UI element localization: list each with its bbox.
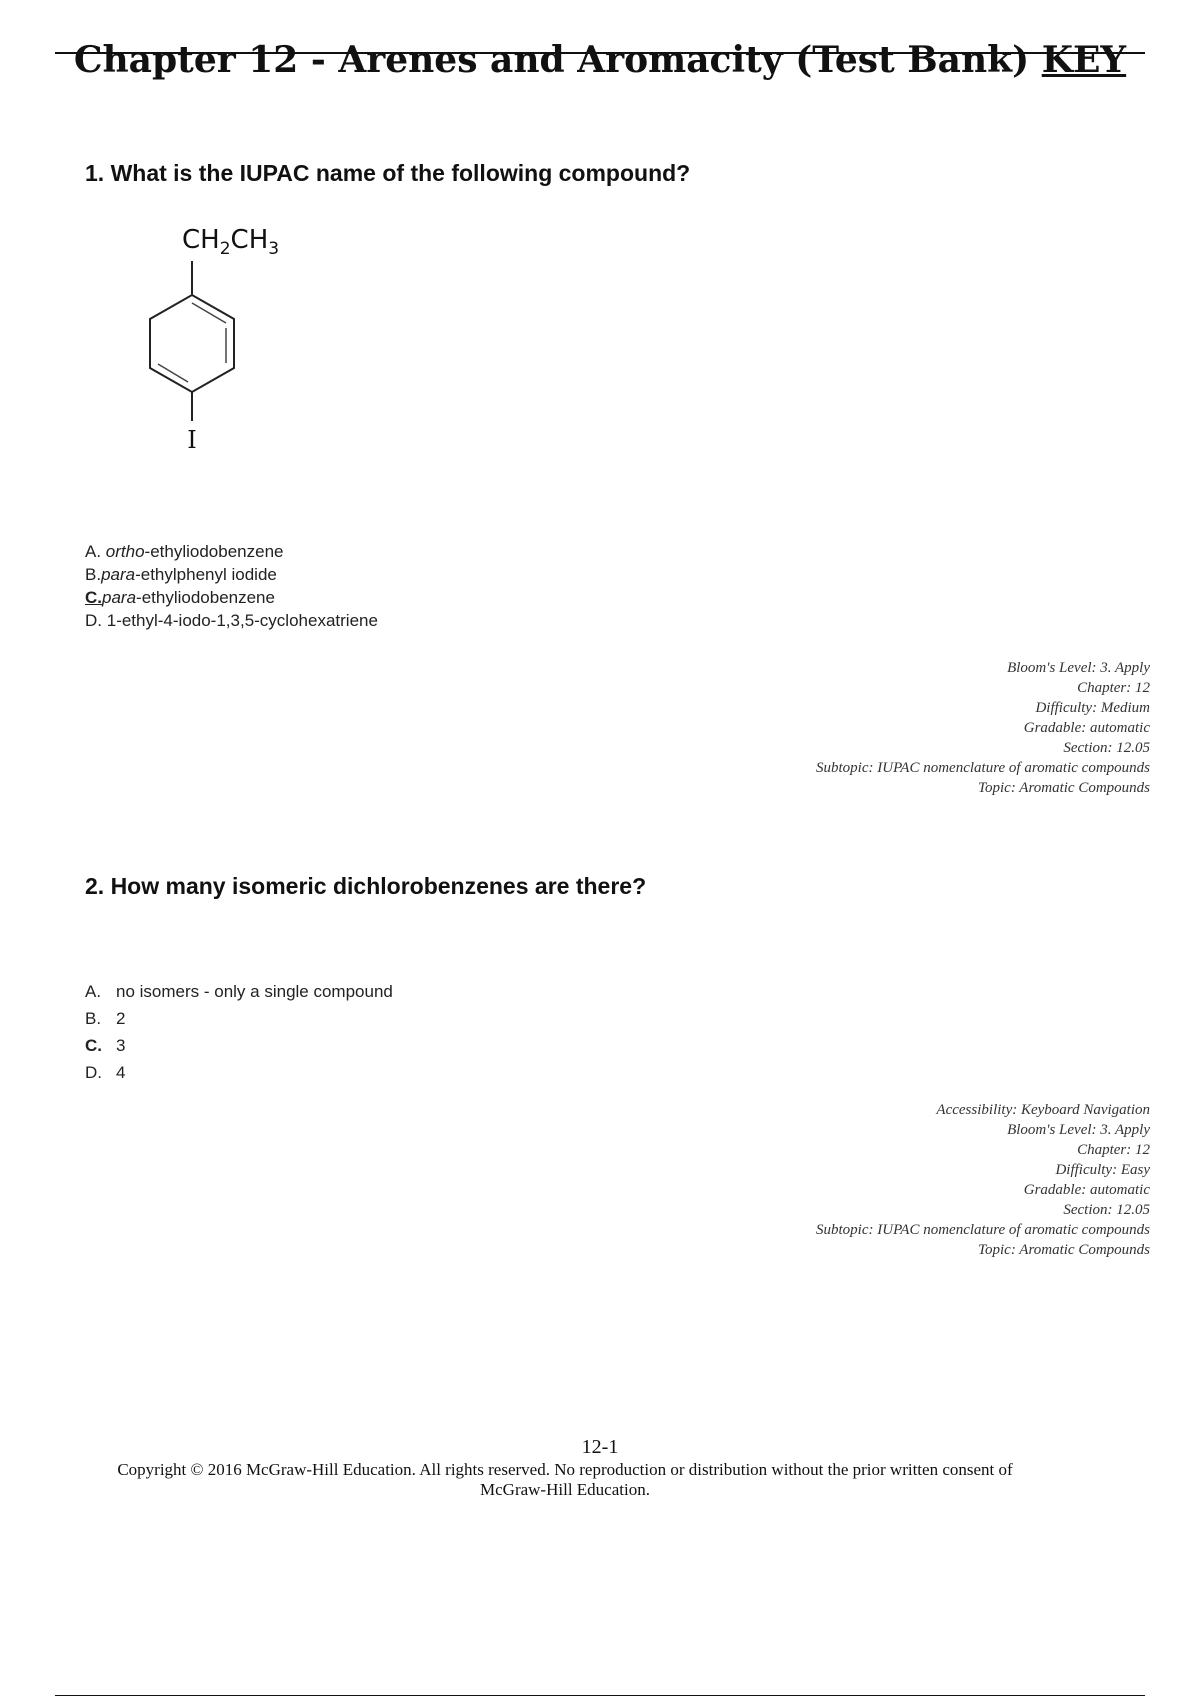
benzene-ring — [150, 295, 234, 392]
meta-section: Section: 12.05 — [1063, 1202, 1150, 1218]
option-b — [85, 1005, 393, 1032]
option-a — [85, 540, 378, 563]
option-text: -ethyliodobenzene — [136, 588, 275, 607]
option-c-correct — [85, 1032, 393, 1059]
ethyl-group-label: $CH_2CH_3$ — [182, 225, 280, 259]
meta-section: Section: 12.05 — [1063, 740, 1150, 756]
key-label: KEY — [1041, 39, 1127, 81]
option-text: 1-ethyl-4-iodo-1,3,5-cyclohexatriene — [106, 611, 378, 630]
meta-difficulty: Difficulty: Easy — [1055, 1162, 1150, 1178]
option-text: no isomers - only a single compound — [116, 982, 393, 1001]
option-c-correct — [85, 586, 378, 609]
ring-double-bond-1 — [192, 303, 226, 323]
title-text: Chapter 12 - Arenes and Aromacity (Test Bank) — [73, 39, 1030, 81]
question-1-metadata — [816, 658, 1150, 798]
meta-subtopic: Subtopic: IUPAC nomenclature of aromatic compounds — [816, 1222, 1150, 1238]
option-italic: para — [101, 565, 136, 584]
option-italic: para — [102, 588, 137, 607]
option-a — [85, 978, 393, 1005]
question-2-prompt: 2. How many isomeric dichlorobenzenes are there? — [85, 873, 647, 899]
ring-double-bond-3 — [158, 364, 188, 382]
page-title — [55, 38, 1145, 82]
option-italic: ortho — [105, 542, 145, 561]
option-letter: A. — [85, 982, 102, 1001]
copyright-notice: Copyright © 2016 McGraw-Hill Education. All rights reserved. No reproduction or distribution without the prior written consent of McGraw-Hill Education. — [117, 1460, 1013, 1499]
option-d — [85, 1059, 393, 1086]
meta-gradable: Gradable: automatic — [1023, 1182, 1150, 1198]
option-text: 2 — [116, 1009, 126, 1028]
question-2-options — [85, 978, 393, 1086]
option-letter: C. — [85, 1036, 102, 1055]
meta-blooms-level: Bloom's Level: 3. Apply — [1007, 660, 1150, 676]
meta-chapter: Chapter: 12 — [1077, 1142, 1150, 1158]
question-1-options — [85, 540, 378, 632]
option-text: -ethyliodobenzene — [144, 542, 284, 561]
option-letter: A. — [85, 542, 106, 561]
iodine-label: I — [187, 426, 197, 454]
meta-difficulty: Difficulty: Medium — [1035, 700, 1150, 716]
meta-topic: Topic: Aromatic Compounds — [978, 1242, 1150, 1258]
option-d — [85, 609, 378, 632]
ethyl-iodobenzene-structure — [120, 215, 320, 465]
bottom-rule — [55, 1695, 1145, 1696]
meta-gradable: Gradable: automatic — [1023, 720, 1150, 736]
option-letter: B. — [85, 565, 102, 584]
meta-subtopic: Subtopic: IUPAC nomenclature of aromatic compounds — [816, 760, 1150, 776]
option-letter: C. — [85, 588, 102, 607]
page-header — [55, 38, 1145, 88]
option-letter: D. — [85, 1063, 102, 1082]
question-2-metadata — [816, 1100, 1150, 1260]
option-text: -ethylphenyl iodide — [135, 565, 277, 584]
question-1-prompt: 1. What is the IUPAC name of the following compound? — [85, 160, 691, 186]
option-letter: B. — [85, 1009, 102, 1028]
page-number: 12-1 — [581, 1436, 619, 1458]
meta-topic: Topic: Aromatic Compounds — [978, 780, 1150, 796]
meta-chapter: Chapter: 12 — [1077, 680, 1150, 696]
option-letter: D. — [85, 611, 107, 630]
meta-accessibility: Accessibility: Keyboard Navigation — [936, 1102, 1150, 1118]
option-b — [85, 563, 378, 586]
option-text: 3 — [116, 1036, 126, 1055]
meta-blooms-level: Bloom's Level: 3. Apply — [1007, 1122, 1150, 1138]
option-text: 4 — [116, 1063, 126, 1082]
